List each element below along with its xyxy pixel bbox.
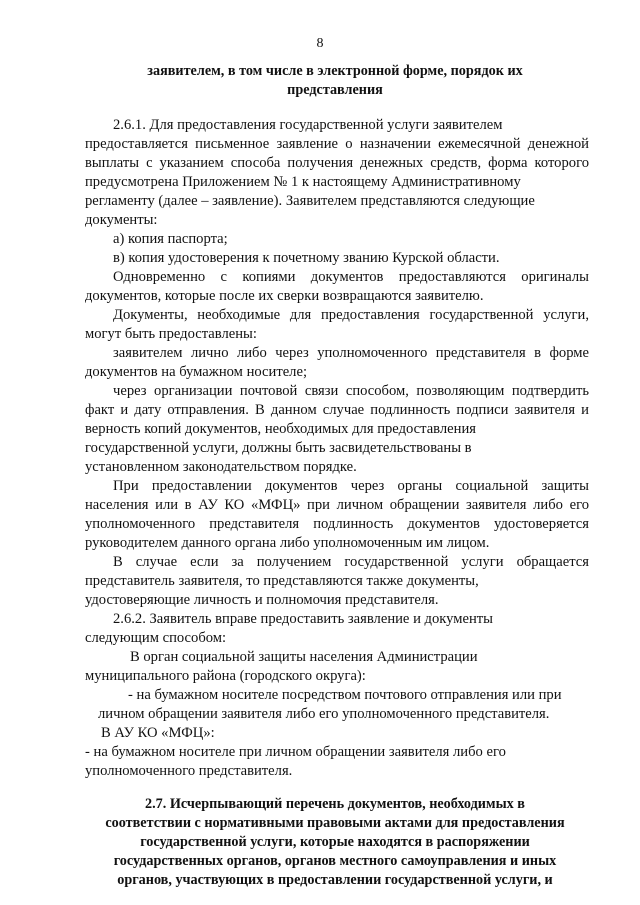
section-heading-line: государственных органов, органов местного самоуправления и иных (113, 853, 557, 869)
paragraph-line: населения или в АУ КО «МФЦ» при личном обращении заявителя либо его (85, 497, 589, 513)
paragraph-line: удостоверяющие личность и полномочия представителя. (85, 592, 439, 608)
paragraph-line: В АУ КО «МФЦ»: (101, 725, 215, 741)
paragraph-line: заявителем лично либо через уполномоченного представителя в форме (113, 345, 589, 361)
section-heading-line: заявителем, в том числе в электронной форме, порядок их (147, 63, 523, 79)
paragraph-line: 2.6.1. Для предоставления государственной услуги заявителем (113, 117, 503, 133)
section-heading-line: государственной услуги, которые находятся в распоряжении (140, 834, 530, 850)
paragraph-line: руководителем данного органа либо уполномоченным им лицом. (85, 535, 490, 551)
page-number: 8 (316, 36, 324, 51)
paragraph-line: могут быть предоставлены: (85, 326, 257, 342)
section-heading-line: соответствии с нормативными правовыми актами для предоставления (105, 815, 565, 831)
paragraph-line: документов на бумажном носителе; (85, 364, 307, 380)
paragraph-line: Документы, необходимые для предоставления государственной услуги, (113, 307, 589, 323)
paragraph-line: предоставляется письменное заявление о назначении ежемесячной денежной (85, 136, 589, 152)
paragraph-line: уполномоченного представителя подлинность документов удостоверяется (85, 516, 589, 532)
paragraph-line: Одновременно с копиями документов предоставляются оригиналы (113, 269, 589, 285)
paragraph-line: документов, которые после их сверки возвращаются заявителю. (85, 288, 484, 304)
section-heading-line: представления (287, 82, 383, 98)
paragraph-line: через организации почтовой связи способом, позволяющим подтвердить (113, 383, 589, 399)
paragraph-line: В орган социальной защиты населения Администрации (130, 649, 478, 665)
list-item: а) копия паспорта; (113, 231, 228, 247)
list-item: - на бумажном носителе при личном обращении заявителя либо его (85, 744, 506, 760)
list-item: личном обращении заявителя либо его уполномоченного представителя. (98, 706, 550, 722)
paragraph-line: предусмотрена Приложением № 1 к настоящему Административному (85, 174, 521, 190)
paragraph-line: муниципального района (городского округа): (85, 668, 366, 684)
paragraph-line: При предоставлении документов через органы социальной защиты (113, 478, 589, 494)
section-heading-line: 2.7. Исчерпывающий перечень документов, необходимых в (145, 796, 525, 812)
paragraph-line: представитель заявителя, то представляются также документы, (85, 573, 479, 589)
paragraph-line: выплаты с указанием способа получения денежных средств, форма которого (85, 155, 589, 171)
list-item: в) копия удостоверения к почетному званию Курской области. (113, 250, 500, 266)
paragraph-line: уполномоченного представителя. (85, 763, 293, 779)
paragraph-line: факт и дату отправления. В данном случае подлинность подписи заявителя и (85, 402, 589, 418)
paragraph-line: регламенту (далее – заявление). Заявителем представляются следующие (85, 193, 535, 209)
paragraph-line: государственной услуги, должны быть засвидетельствованы в (85, 440, 472, 456)
section-heading-line: органов, участвующих в предоставлении государственной услуги, и (117, 872, 553, 888)
paragraph-line: установленном законодательством порядке. (85, 459, 357, 475)
paragraph-line: В случае если за получением государственной услуги обращается (113, 554, 589, 570)
paragraph-line: следующим способом: (85, 630, 227, 646)
list-item: - на бумажном носителе посредством почтового отправления или при (128, 687, 562, 703)
paragraph-line: документы: (85, 212, 158, 228)
paragraph-line: 2.6.2. Заявитель вправе предоставить заявление и документы (113, 611, 493, 627)
paragraph-line: верность копий документов, необходимых для предоставления (85, 421, 476, 437)
